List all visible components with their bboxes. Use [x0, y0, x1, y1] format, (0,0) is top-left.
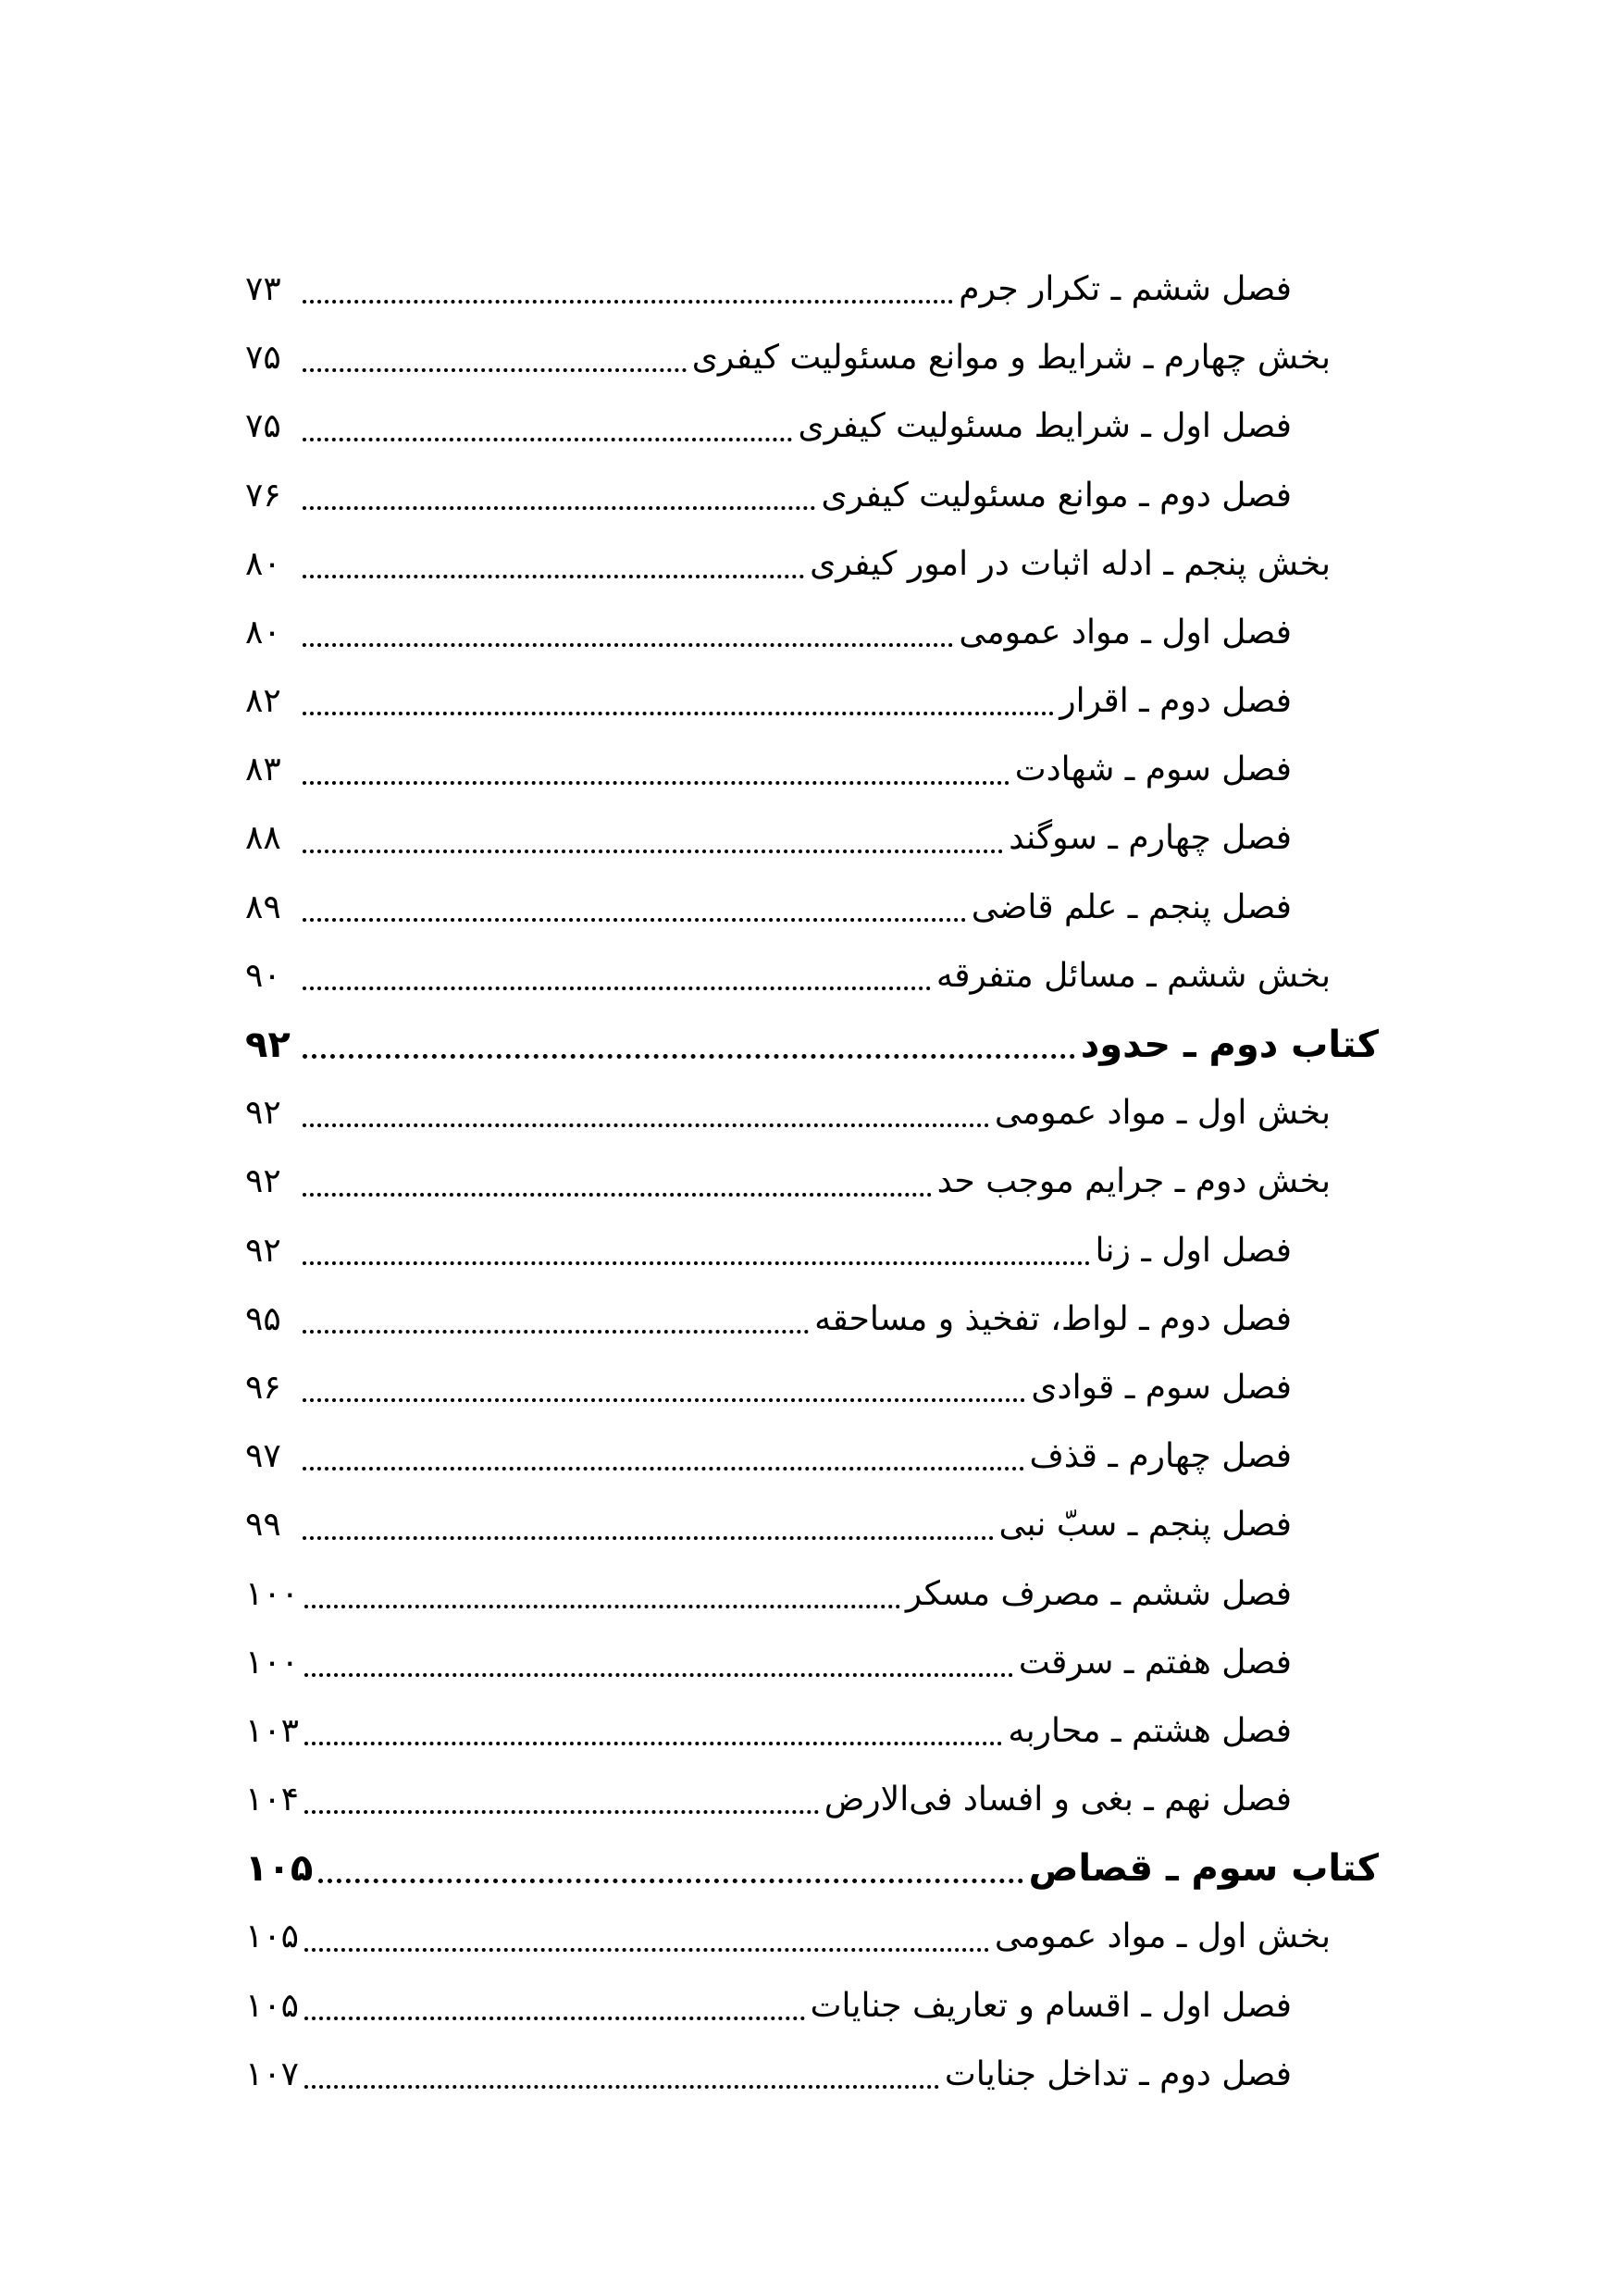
- dot-leader: [303, 1123, 989, 1127]
- dot-leader: [303, 781, 1010, 785]
- table-of-contents: [245, 255, 1379, 2109]
- toc-entry: [245, 1697, 1379, 1766]
- toc-entry-page: ۱۰۰: [245, 1574, 300, 1613]
- toc-entry: [245, 1217, 1379, 1285]
- toc-entry-page: ۷۳: [245, 269, 281, 308]
- toc-entry-title: بخش دوم ـ جرایم موجب حد: [936, 1162, 1331, 1201]
- toc-entry-title: فصل اول ـ زنا: [1095, 1231, 1292, 1270]
- toc-entry-title: فصل سوم ـ قوادی: [1031, 1368, 1292, 1407]
- toc-entry: [245, 462, 1379, 530]
- toc-entry-page: ۹۲: [245, 1024, 291, 1067]
- dot-leader: [304, 1605, 900, 1608]
- dot-leader: [303, 1054, 1075, 1059]
- toc-entry-title: فصل ششم ـ تکرار جرم: [959, 269, 1292, 308]
- dot-leader: [303, 643, 953, 647]
- toc-entry-title: فصل سوم ـ شهادت: [1014, 751, 1292, 789]
- toc-entry-title: فصل هشتم ـ محاربه: [1008, 1711, 1292, 1750]
- toc-entry-page: ۱۰۳: [245, 1711, 300, 1750]
- dot-leader: [303, 918, 966, 922]
- toc-entry: [245, 1422, 1379, 1491]
- toc-book-heading: [245, 1834, 1379, 1903]
- toc-entry-page: ۷۵: [245, 407, 281, 446]
- toc-entry-page: ۷۶: [245, 476, 281, 515]
- toc-entry-title: بخش چهارم ـ شرایط و موانع مسئولیت کیفری: [691, 339, 1331, 378]
- dot-leader: [303, 506, 815, 510]
- toc-entry-title: فصل نهم ـ بغی و افساد فی‌الارض: [824, 1781, 1292, 1819]
- toc-entry-title: فصل دوم ـ اقرار: [1059, 682, 1292, 721]
- dot-leader: [303, 438, 792, 441]
- toc-entry-page: ۱۰۵: [245, 1847, 314, 1891]
- toc-entry-title: فصل اول ـ مواد عمومی: [959, 613, 1292, 652]
- dot-leader: [303, 1398, 1025, 1402]
- dot-leader: [303, 712, 1054, 715]
- toc-entry: [245, 1560, 1379, 1629]
- toc-entry: [245, 874, 1379, 942]
- dot-leader: [303, 300, 953, 304]
- toc-entry: [245, 530, 1379, 599]
- toc-entry: [245, 1148, 1379, 1216]
- toc-entry-page: ۹۵: [245, 1299, 281, 1338]
- toc-entry-page: ۹۹: [245, 1506, 281, 1545]
- dot-leader: [303, 1467, 1024, 1471]
- toc-entry-page: ۷۵: [245, 339, 281, 378]
- toc-entry-title: بخش اول ـ مواد عمومی: [994, 1094, 1331, 1133]
- toc-entry-title: فصل هفتم ـ سرقت: [1018, 1643, 1292, 1682]
- toc-entry-title: فصل پنجم ـ سبّ نبی: [998, 1506, 1292, 1545]
- toc-entry: [245, 392, 1379, 461]
- toc-entry-title: فصل اول ـ اقسام و تعاریف جنایات: [810, 1986, 1292, 2025]
- dot-leader: [304, 2017, 805, 2020]
- toc-book-heading: [245, 1011, 1379, 1079]
- toc-entry-page: ۸۰: [245, 544, 281, 583]
- dot-leader: [304, 1742, 1002, 1745]
- toc-entry: [245, 805, 1379, 874]
- toc-entry-page: ۱۰۵: [245, 1986, 300, 2025]
- dot-leader: [304, 2085, 939, 2089]
- toc-entry: [245, 255, 1379, 324]
- dot-leader: [303, 987, 931, 990]
- toc-entry-title: فصل اول ـ شرایط مسئولیت کیفری: [798, 407, 1292, 446]
- toc-entry-page: ۸۸: [245, 819, 281, 858]
- toc-entry-title: فصل دوم ـ لواط، تفخیذ و مساحقه: [814, 1299, 1292, 1338]
- dot-leader: [304, 1810, 819, 1814]
- toc-entry-page: ۸۲: [245, 682, 281, 721]
- toc-entry-title: بخش اول ـ مواد عمومی: [994, 1917, 1331, 1956]
- dot-leader: [304, 1673, 1013, 1677]
- toc-entry-page: ۸۳: [245, 751, 281, 789]
- toc-entry: [245, 599, 1379, 667]
- toc-entry-title: فصل چهارم ـ سوگند: [1009, 819, 1292, 858]
- toc-entry-page: ۹۲: [245, 1231, 281, 1270]
- toc-entry: [245, 1491, 1379, 1559]
- toc-entry: [245, 1766, 1379, 1834]
- toc-entry-title: کتاب سوم ـ قصاص: [1028, 1847, 1379, 1891]
- toc-entry-title: فصل چهارم ـ قذف: [1029, 1437, 1292, 1476]
- toc-entry: [245, 1972, 1379, 2041]
- toc-entry-page: ۹۲: [245, 1162, 281, 1201]
- dot-leader: [303, 575, 804, 578]
- toc-entry-page: ۱۰۵: [245, 1917, 300, 1956]
- dot-leader: [304, 1948, 989, 1952]
- toc-entry: [245, 736, 1379, 804]
- toc-entry-title: فصل ششم ـ مصرف مسکر: [905, 1574, 1292, 1613]
- toc-entry-page: ۱۰۴: [245, 1781, 300, 1819]
- toc-entry: [245, 1354, 1379, 1422]
- toc-entry: [245, 2041, 1379, 2109]
- dot-leader: [303, 1536, 994, 1540]
- toc-entry-title: فصل دوم ـ موانع مسئولیت کیفری: [821, 476, 1292, 515]
- toc-entry-title: فصل پنجم ـ علم قاضی: [971, 887, 1292, 926]
- toc-entry-page: ۸۹: [245, 887, 281, 926]
- toc-entry-title: بخش ششم ـ مسائل متفرقه: [935, 956, 1331, 995]
- dot-leader: [303, 1330, 809, 1334]
- toc-entry: [245, 1285, 1379, 1354]
- toc-entry-title: کتاب دوم ـ حدود: [1080, 1024, 1379, 1067]
- toc-entry-page: ۱۰۷: [245, 2054, 300, 2093]
- toc-entry: [245, 1904, 1379, 1972]
- toc-entry-page: ۹۶: [245, 1368, 281, 1407]
- toc-entry-page: ۹۲: [245, 1094, 281, 1133]
- toc-entry-page: ۹۰: [245, 956, 281, 995]
- toc-entry: [245, 1629, 1379, 1697]
- toc-entry: [245, 942, 1379, 1011]
- dot-leader: [303, 1261, 1090, 1265]
- dot-leader: [303, 368, 687, 372]
- toc-entry-page: ۸۰: [245, 613, 281, 652]
- toc-entry-page: ۹۷: [245, 1437, 281, 1476]
- toc-entry-title: فصل دوم ـ تداخل جنایات: [944, 2054, 1292, 2093]
- toc-entry: [245, 667, 1379, 736]
- dot-leader: [318, 1879, 1022, 1883]
- toc-entry: [245, 324, 1379, 392]
- toc-entry: [245, 1079, 1379, 1148]
- dot-leader: [303, 850, 1003, 853]
- toc-entry-title: بخش پنجم ـ ادله اثبات در امور کیفری: [810, 544, 1331, 583]
- toc-entry-page: ۱۰۰: [245, 1643, 300, 1682]
- dot-leader: [303, 1193, 932, 1197]
